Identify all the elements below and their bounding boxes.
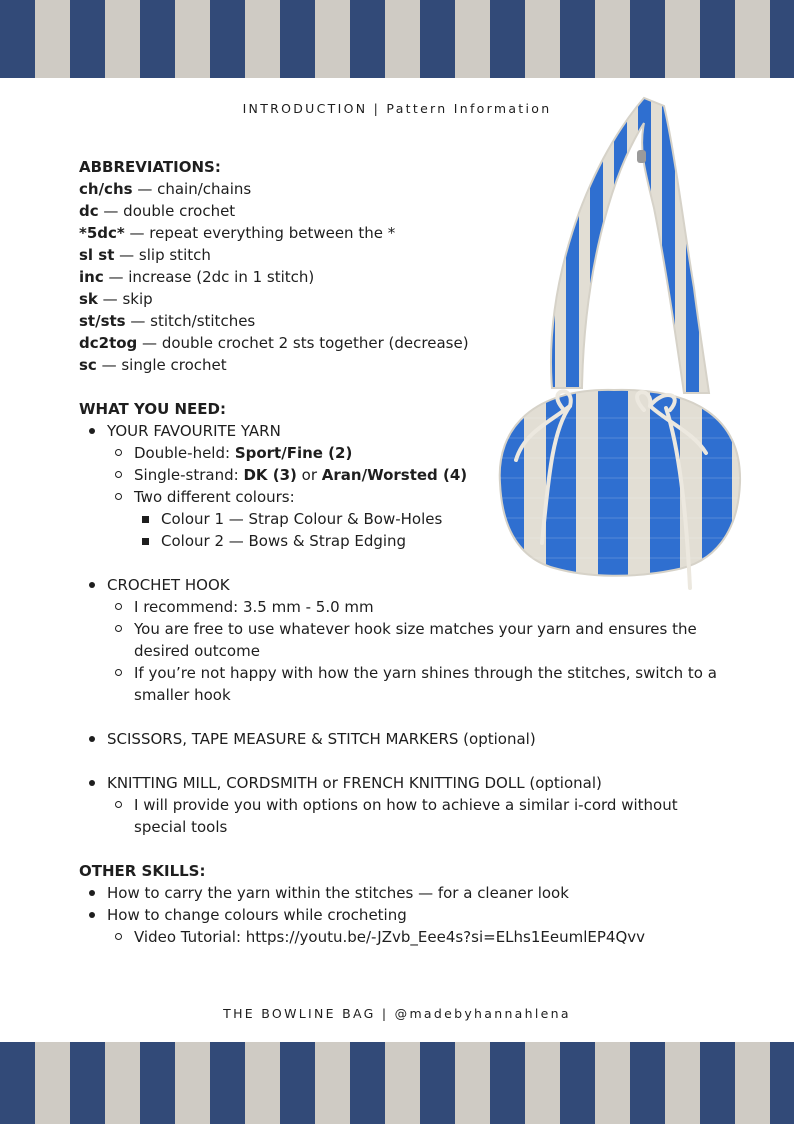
abbreviation-item: *5dc* — repeat everything between the * bbox=[79, 224, 396, 242]
pattern-information bbox=[79, 156, 729, 948]
abbreviation-item: sk — skip bbox=[79, 290, 153, 308]
top-stripe-border bbox=[0, 0, 794, 78]
page-footer: THE BOWLINE BAG | @madebyhannahlena bbox=[223, 1006, 571, 1021]
abbreviation-item: ch/chs — chain/chains bbox=[79, 180, 252, 198]
list-item: Double-held: Sport/Fine (2) bbox=[107, 442, 729, 464]
list-item: I recommend: 3.5 mm - 5.0 mm bbox=[107, 596, 729, 618]
abbreviation-item: dc — double crochet bbox=[79, 202, 236, 220]
what-you-need-heading: WHAT YOU NEED: bbox=[79, 400, 226, 418]
list-item: Two different colours: Colour 1 — Strap Colour & Bow-Holes Colour 2 — Bows & Strap Edging bbox=[107, 486, 729, 552]
list-item: SCISSORS, TAPE MEASURE & STITCH MARKERS (optional) bbox=[79, 728, 729, 750]
list-item: CROCHET HOOK I recommend: 3.5 mm - 5.0 mm You are free to use whatever hook size matches your yarn and ensures the desired outcome If you’re not happy with how the yarn shines through the stitches, switch to a smaller hook bbox=[79, 574, 729, 706]
list-item: You are free to use whatever hook size matches your yarn and ensures the desired outcome bbox=[107, 618, 724, 662]
list-item: YOUR FAVOURITE YARN Double-held: Sport/Fine (2) Single-strand: DK (3) or Aran/Worsted (4) Two different colours: Colour 1 — Strap Colour & Bow-Holes Colour 2 — Bows & Strap Edging bbox=[79, 420, 729, 552]
other-skills-heading: OTHER SKILLS: bbox=[79, 862, 206, 880]
list-item: Colour 2 — Bows & Strap Edging bbox=[134, 530, 729, 552]
list-item: If you’re not happy with how the yarn shines through the stitches, switch to a smaller hook bbox=[107, 662, 724, 706]
abbreviations-heading: ABBREVIATIONS: bbox=[79, 158, 221, 176]
video-tutorial-link[interactable]: Video Tutorial: https://youtu.be/-JZvb_Eee4s?si=ELhs1EeumlEP4Qvv bbox=[107, 926, 729, 948]
abbreviation-item: sc — single crochet bbox=[79, 356, 227, 374]
list-item: Colour 1 — Strap Colour & Bow-Holes bbox=[134, 508, 729, 530]
page-header: INTRODUCTION | Pattern Information bbox=[242, 101, 552, 116]
abbreviation-item: st/sts — stitch/stitches bbox=[79, 312, 256, 330]
abbreviation-list bbox=[79, 178, 729, 376]
list-item: How to carry the yarn within the stitches — for a cleaner look bbox=[79, 882, 729, 904]
list-item: KNITTING MILL, CORDSMITH or FRENCH KNITTING DOLL (optional) I will provide you with options on how to achieve a similar i-cord without special tools bbox=[79, 772, 729, 838]
list-item: Single-strand: DK (3) or Aran/Worsted (4) bbox=[107, 464, 729, 486]
list-item: I will provide you with options on how to achieve a similar i-cord without special tools bbox=[107, 794, 724, 838]
abbreviation-item: sl st — slip stitch bbox=[79, 246, 211, 264]
bottom-stripe-border bbox=[0, 1042, 794, 1124]
abbreviation-item: dc2tog — double crochet 2 sts together (decrease) bbox=[79, 334, 469, 352]
needs-list bbox=[79, 420, 729, 552]
list-item: How to change colours while crocheting Video Tutorial: https://youtu.be/-JZvb_Eee4s?si=ELhs1EeumlEP4Qvv bbox=[79, 904, 729, 948]
abbreviation-item: inc — increase (2dc in 1 stitch) bbox=[79, 268, 315, 286]
